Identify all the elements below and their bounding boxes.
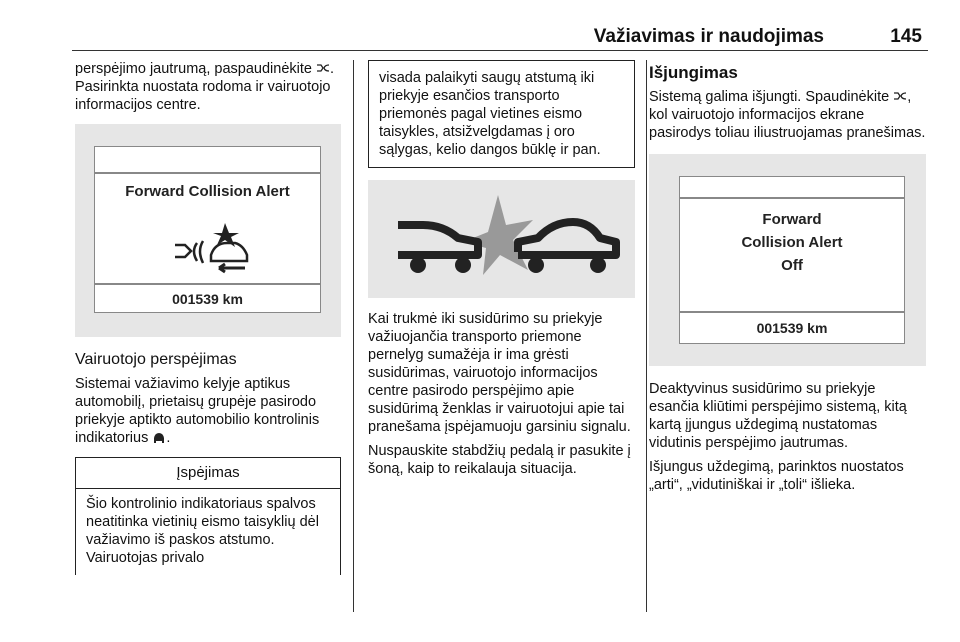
dic-divider	[680, 197, 904, 199]
page-header	[72, 24, 928, 51]
header-title: Važiavimas ir naudojimas	[593, 26, 824, 47]
brake-instruction-paragraph: Nuspauskite stabdžių pedalą ir pasukite į šoną, kaip to reikalauja situacija.	[368, 443, 631, 477]
dic-divider	[95, 283, 320, 285]
dic-odometer: 001539 km	[172, 291, 243, 307]
warning-continued	[368, 60, 635, 168]
dic-title: Forward Collision Alert	[125, 183, 290, 200]
deactivation-text-b: , kol vairuotojo informacijos ekrane pasirodys toliau iliustruojamas pranešimas.	[649, 89, 926, 141]
section-heading: Vairuotojo perspėjimas	[75, 351, 237, 368]
driver-warning-paragraph	[75, 375, 341, 447]
vehicle-ahead-icon	[152, 431, 166, 443]
intro-paragraph	[75, 60, 341, 114]
driver-warning-text-b: .	[166, 430, 171, 446]
deactivation-paragraph	[649, 88, 929, 142]
dic-screen	[679, 176, 905, 344]
intro-text-b: . Pasirinkta nuostata rodoma ir vairuotojo informacijos centre.	[75, 61, 335, 113]
dic-odometer: 001539 km	[756, 320, 828, 336]
figure-dic-alert-off	[649, 154, 926, 366]
deactivated-paragraph: Deaktyvinus susidūrimo su priekyje esančia kliūtimi perspėjimo sistemą, kitą kartą įjungus uždegimą nustatomas vidutinis perspėjimo jautrumas.	[649, 381, 907, 451]
intro-text-a: perspėjimo jautrumą, paspaudinėkite	[75, 61, 312, 77]
column-2	[368, 62, 635, 484]
column-3	[649, 64, 929, 500]
page-number: 145	[890, 26, 922, 47]
column-divider	[646, 60, 647, 612]
column-1	[75, 60, 341, 575]
dic-divider	[680, 311, 904, 313]
figure-dic-forward-collision-alert	[75, 124, 341, 337]
ignition-off-paragraph: Išjungus uždegimą, parinktos nuostatos „arti“, „vidutiniškai ir „toli“ išlieka.	[649, 459, 904, 493]
collision-alert-icon	[893, 90, 907, 102]
dic-line-1: Forward	[762, 211, 822, 228]
forward-collision-alert-icon	[155, 205, 265, 275]
warning-body: Šio kontrolinio indikatoriaus spalvos neatitinka vietinių eismo taisyklių dėl važiavimo iš paskos atstumo. Vairuotojas privalo	[86, 496, 319, 566]
figure-collision-illustration	[368, 180, 635, 298]
dic-screen	[94, 146, 321, 313]
column-divider	[353, 60, 354, 612]
warning-box	[75, 457, 341, 575]
deactivation-heading: Išjungimas	[649, 63, 738, 82]
collision-illustration-icon	[368, 180, 635, 298]
collision-warning-paragraph: Kai trukmė iki susidūrimo su priekyje važiuojančia transporto priemone pernelyg sumažėja ir ima grėsti susidūrimas, vairuotojo informacijos centre pasirodo perspėjimo apie susidūrimą ženklas ir vairuotojui apie tai pranešama įspėjamuoju garsiniu signalu.	[368, 311, 631, 435]
warning-continued-text: visada palaikyti saugų atstumą iki priekyje esančios transporto priemonės pagal vietines eismo taisykles, atsižvelgdamas į oro sąlygas, kelio dangos būklę ir pan.	[379, 70, 601, 158]
collision-alert-icon	[316, 62, 330, 74]
warning-title: Įspėjimas	[76, 458, 340, 489]
dic-line-3: Off	[781, 257, 803, 274]
driver-warning-text-a: Sistemai važiavimo kelyje aptikus automobilį, prietaisų grupėje pasirodo priekyje aptikto automobilio kontrolinis indikatorius	[75, 376, 320, 446]
deactivation-text-a: Sistemą galima išjungti. Spaudinėkite	[649, 89, 890, 105]
dic-line-2: Collision Alert	[741, 234, 843, 251]
dic-divider	[95, 172, 320, 174]
